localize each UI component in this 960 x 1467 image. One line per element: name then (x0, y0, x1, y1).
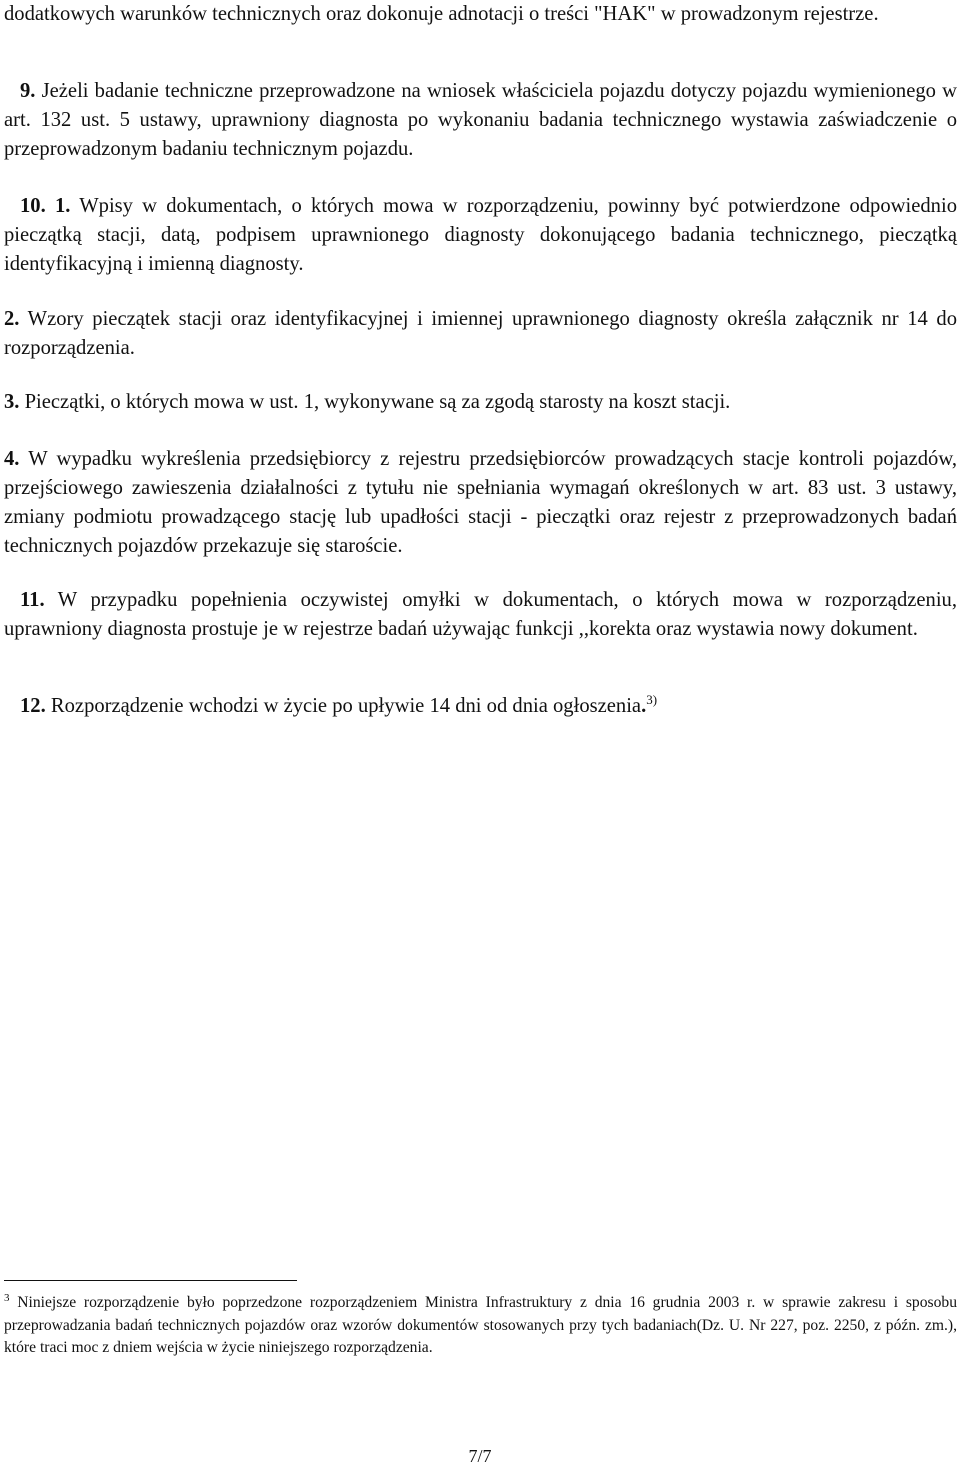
paragraph-number: 2. (4, 308, 20, 330)
paragraph-10-4 (4, 445, 957, 561)
page-number: 7/7 (468, 1446, 492, 1466)
footnote-text: Niniejsze rozporządzenie było poprzedzone rozporządzeniem Ministra Infrastruktury z dnia 16 grudnia 2003 r. w sprawie zakresu i sposobu przeprowadzania badań technicznych pojazdów oraz wzorów dokumentów stosowanych przy tych badaniach(Dz. U. Nr 227, poz. 2250, z późn. zm.), które traci moc z dniem wejścia w życie niniejszego rozporządzenia. (4, 1294, 957, 1356)
paragraph-text: dodatkowych warunków technicznych oraz dokonuje adnotacji o treści "HAK" w prowadzonym rejestrze. (4, 3, 879, 25)
paragraph-continuation (4, 0, 957, 29)
paragraph-text: W wypadku wykreślenia przedsiębiorcy z rejestru przedsiębiorców prowadzących stacje kontroli pojazdów, przejściowego zawieszenia działalności z tytułu nie spełniania wymagań określonych w art. 83 ust. 3 ustawy, zmiany podmiotu prowadzącego stację lub upadłości stacji - pieczątki oraz rejestr z przeprowadzonych badań technicznych pojazdów przekazuje się staroście. (4, 448, 957, 557)
paragraph-9 (4, 77, 957, 164)
paragraph-text: Jeżeli badanie techniczne przeprowadzone na wniosek właściciela pojazdu dotyczy pojazdu wymienionego w art. 132 ust. 5 ustawy, uprawniony diagnosta po wykonaniu badania technicznego wystawia zaświadczenie o przeprowadzonym badaniu technicznym pojazdu. (4, 80, 957, 160)
paragraph-10-1 (4, 192, 957, 279)
paragraph-number: 10. 1. (20, 195, 71, 217)
footnote-separator (4, 1280, 297, 1281)
paragraph-end: . (641, 695, 647, 717)
paragraph-text: Wzory pieczątek stacji oraz identyfikacyjnej i imiennej uprawnionego diagnosty określa załącznik nr 14 do rozporządzenia. (4, 308, 957, 359)
paragraph-10-2 (4, 305, 957, 363)
paragraph-text: Rozporządzenie wchodzi w życie po upływie 14 dni od dnia ogłoszenia (45, 695, 642, 717)
footnote-marker: 3 (4, 1291, 10, 1304)
paragraph-text: Pieczątki, o których mowa w ust. 1, wykonywane są za zgodą starosty na koszt stacji. (19, 391, 731, 413)
paragraph-11 (4, 586, 957, 644)
paragraph-number: 3. (4, 391, 20, 413)
paragraph-number: 12. (20, 695, 46, 717)
paragraph-12 (4, 692, 957, 721)
paragraph-text: W przypadku popełnienia oczywistej omyłki w dokumentach, o których mowa w rozporządzeniu, uprawniony diagnosta prostuje je w rejestrze badań używając funkcji ,,korekta oraz wystawia nowy dokument. (4, 589, 957, 640)
paragraph-10-3 (4, 388, 957, 417)
paragraph-number: 9. (20, 80, 36, 102)
paragraph-text: Wpisy w dokumentach, o których mowa w rozporządzeniu, powinny być potwierdzone odpowiednio pieczątką stacji, datą, podpisem uprawnionego diagnosty dokonującego badania technicznego, pieczątką identyfikacyjną i imienną diagnosty. (4, 195, 957, 275)
paragraph-number: 4. (4, 448, 20, 470)
paragraph-number: 11. (20, 589, 45, 611)
footnote (4, 1292, 957, 1360)
footnote-reference: 3) (646, 692, 658, 708)
